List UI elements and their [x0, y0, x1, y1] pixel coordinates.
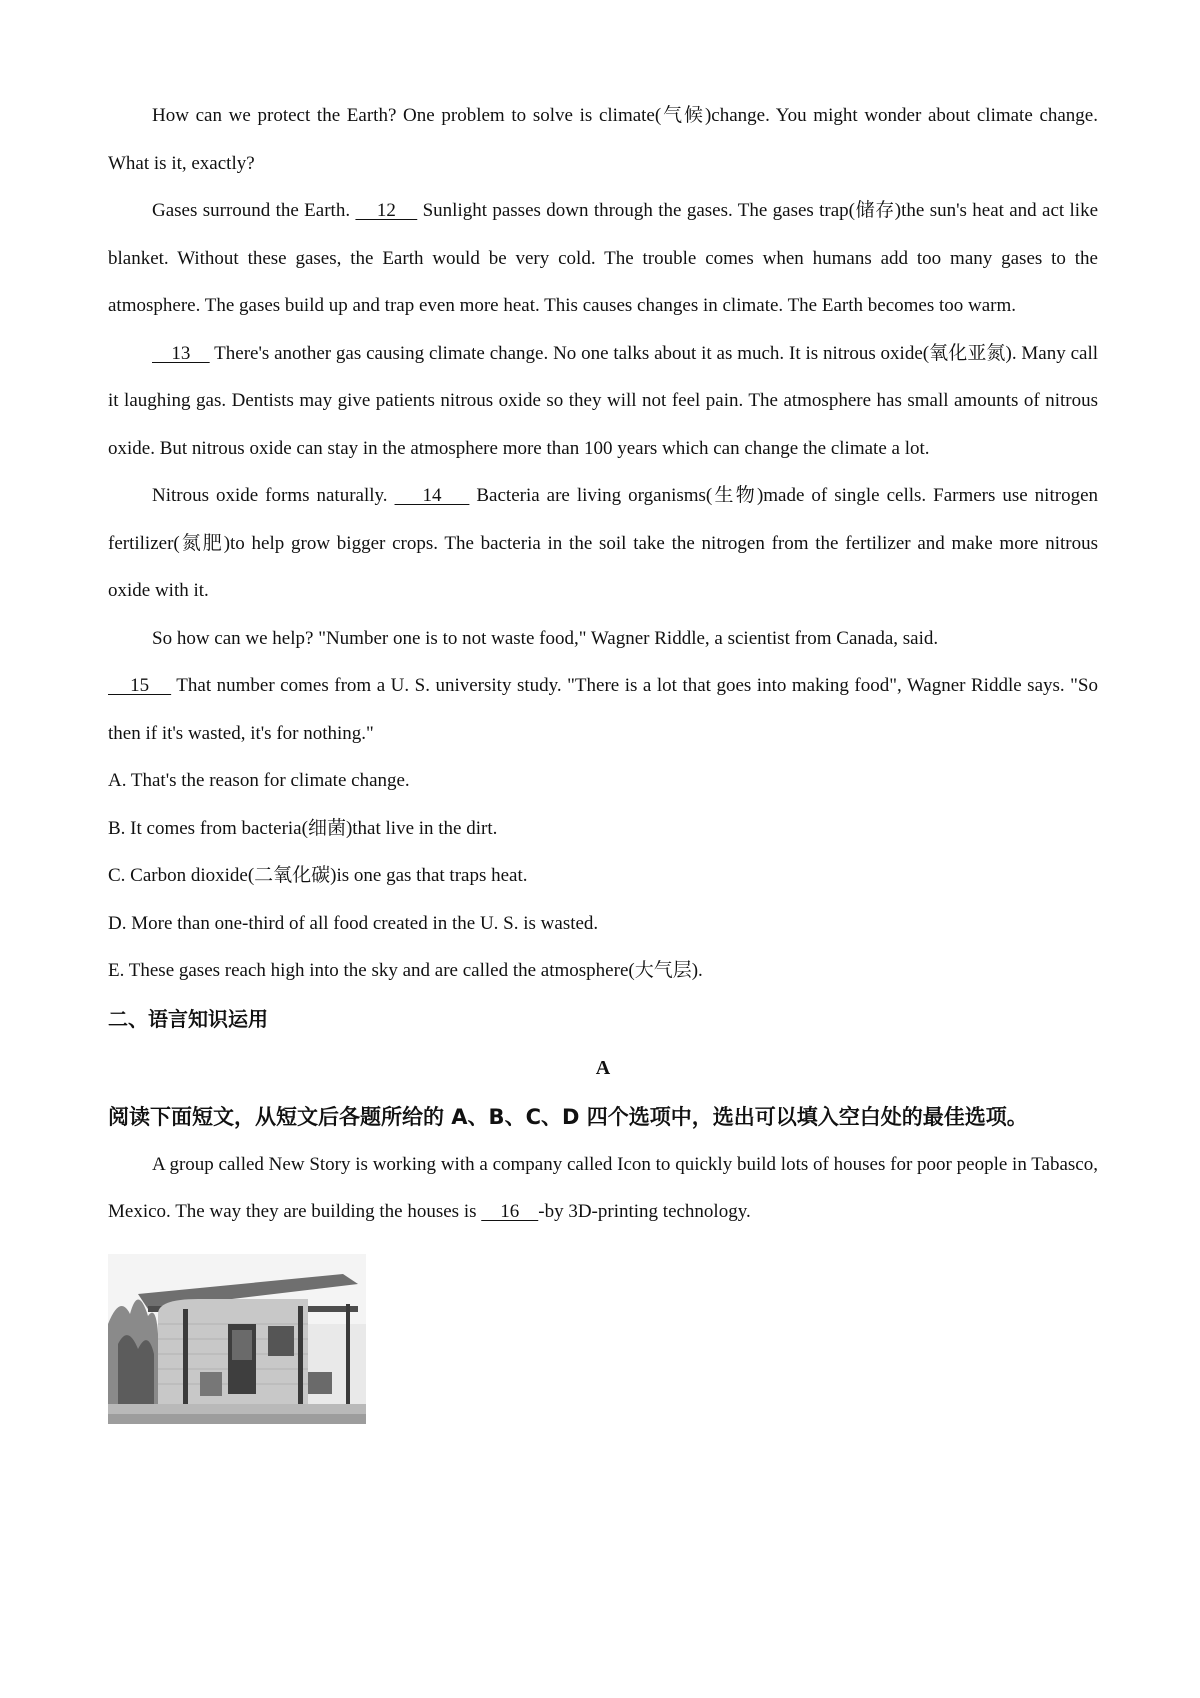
section-instruction: 阅读下面短文，从短文后各题所给的 A、B、C、D 四个选项中，选出可以填入空白处的最佳选项。	[108, 1104, 1028, 1129]
paragraph-5: So how can we help? "Number one is to not waste food," Wagner Riddle, a scientist from Canada, said. 15 That number comes from a U. S. university study. "There is a lot that goes into making food", Wagner Riddle says. "So then if it's wasted, it's for nothing."	[108, 627, 1098, 744]
section-letter: A	[595, 1056, 611, 1079]
option-e: E. These gases reach high into the sky and are called the atmosphere(大气层).	[108, 960, 703, 981]
paragraph-2: Gases surround the Earth. 12 Sunlight passes down through the gases. The gases trap(储存)the sun's heat and act like blanket. Without these gases, the Earth would be very cold. The trouble comes when humans add too many gases to the atmosphere. The gases build up and trap even more heat. This causes changes in climate. The Earth becomes too warm.	[108, 200, 1099, 316]
blank-12: 12	[355, 200, 418, 221]
document-page	[108, 92, 1098, 1424]
section-heading: 二、语言知识运用	[108, 1006, 268, 1031]
option-d: D. More than one-third of all food created in the U. S. is wasted.	[108, 912, 599, 934]
option-b: B. It comes from bacteria(细菌)that live in the dirt.	[108, 817, 498, 839]
house-photo	[108, 1254, 366, 1424]
blank-15: 15	[108, 675, 172, 696]
paragraph-1: How can we protect the Earth? One problem to solve is climate(气候)change. You might wonder about climate change. What is it, exactly?	[108, 105, 1098, 174]
blank-13: 13	[152, 342, 210, 364]
paragraph-4: Nitrous oxide forms naturally. 14 Bacteria are living organisms(生物)made of single cells. Farmers use nitrogen fertilizer(氮肥)to help grow bigger crops. The bacteria in the soil take the nitrogen from the fertilizer and make more nitrous oxide with it.	[108, 485, 1099, 601]
blank-16: 16	[481, 1201, 539, 1222]
blank-14: 14	[394, 485, 470, 506]
option-a: A. That's the reason for climate change.	[108, 770, 410, 791]
paragraph-passage2: A group called New Story is working with a company called Icon to quickly build lots of houses for poor people in Tabasco, Mexico. The way they are building the houses is 16 -by 3D-printing technology.	[108, 1153, 1098, 1222]
option-c: C. Carbon dioxide(二氧化碳)is one gas that traps heat.	[108, 865, 528, 886]
paragraph-3: 13 There's another gas causing climate change. No one talks about it as much. It is nitrous oxide(氧化亚氮). Many call it laughing gas. Dentists may give patients nitrous oxide so they will not feel pain. The atmosphere has small amounts of nitrous oxide. But nitrous oxide can stay in the atmosphere more than 100 years which can change the climate a lot.	[108, 342, 1099, 459]
